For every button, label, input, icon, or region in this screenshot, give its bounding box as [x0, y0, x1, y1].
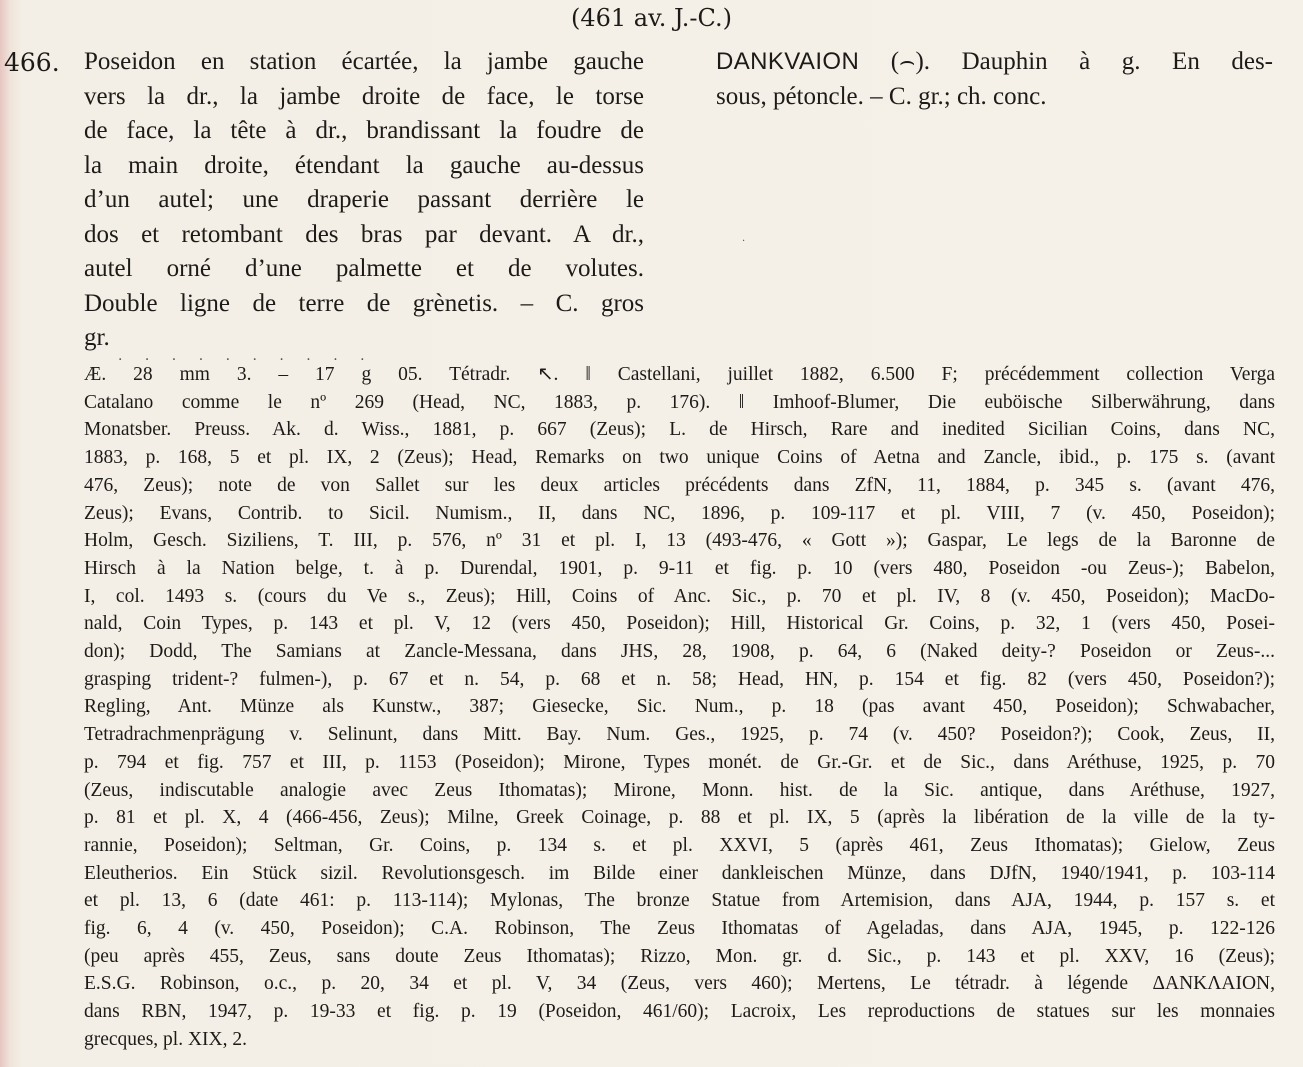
obverse-line: vers la dr., la jambe droite de face, le torse	[84, 82, 644, 110]
reverse-line-2: sous, pétoncle. – C. gr.; ch. conc.	[716, 82, 1047, 110]
bibliography-line: Tetradrachmenprägung v. Selinunt, dans Mitt. Bay. Num. Ges., 1925, p. 74 (v. 450? Poseidon?); Cook, Zeus, II,	[84, 724, 1275, 746]
running-header-date: (461 av. J.-C.)	[570, 4, 733, 32]
bibliography-line: Catalano comme le nº 269 (Head, NC, 1883, p. 176). ‖ Imhoof-Blumer, Die euböische Silberwährung, dans	[84, 391, 1275, 413]
reverse-line-1	[716, 45, 1273, 80]
obverse-line: de face, la tête à dr., brandissant la foudre de	[84, 117, 644, 144]
bibliography-line: Zeus); Evans, Contrib. to Sicil. Numism., II, dans NC, 1896, p. 109-117 et pl. VIII, 7 (v. 450, Poseidon);	[84, 502, 1275, 524]
obverse-line: dos et retombant des bras par devant. A dr.,	[84, 220, 644, 248]
obverse-line: Double ligne de terre de grènetis. – C. gros	[84, 289, 644, 317]
obverse-line: d’un autel; une draperie passant derrière le	[84, 186, 644, 213]
bibliography-line: p. 794 et fig. 757 et III, p. 1153 (Poseidon); Mirone, Types monét. de Gr.-Gr. et de Sic., dans Aréthuse, 1925, p. 70	[84, 751, 1275, 773]
bibliography-line: Monatsber. Preuss. Ak. d. Wiss., 1881, p. 667 (Zeus); L. de Hirsch, Rare and inedited Sicilian Coins, dans NC,	[84, 419, 1275, 441]
bibliography-line: (Zeus, indiscutable analogie avec Zeus Ithomatas); Mirone, Monn. hist. de la Sic. antique, dans Aréthuse, 1927,	[84, 779, 1275, 801]
bibliography-line: grecques, pl. XIX, 2.	[84, 1028, 247, 1050]
bibliography-line: 476, Zeus); note de von Sallet sur les deux articles précédents dans ZfN, 11, 1884, p. 345 s. (avant 476,	[84, 474, 1275, 496]
bibliography-line: et pl. 13, 6 (date 461: p. 113-114); Mylonas, The bronze Statue from Artemision, dans AJA, 1944, p. 157 s. et	[84, 890, 1275, 912]
obverse-line: autel orné d’une palmette et de volutes.	[84, 255, 644, 282]
obverse-line: la main droite, étendant la gauche au-dessus	[84, 151, 644, 179]
bibliography-line: I, col. 1493 s. (cours du Ve s., Zeus); Hill, Coins of Anc. Sic., p. 70 et pl. IV, 8 (v. 450, Poseidon); MacDo-	[84, 585, 1275, 607]
reverse-line-1-rest: (⌢). Dauphin à g. En des-	[859, 48, 1273, 75]
obverse-line: Poseidon en station écartée, la jambe gauche	[84, 48, 644, 75]
bibliography-line: grasping trident-? fulmen-), p. 67 et n. 54, p. 68 et n. 58; Head, HN, p. 154 et fig. 82 (vers 450, Poseidon?);	[84, 668, 1275, 690]
entry-number: 466.	[4, 48, 60, 77]
bibliography-line: p. 81 et pl. X, 4 (466-456, Zeus); Milne, Greek Coinage, p. 88 et pl. IX, 5 (après la libération de la ville de la ty-	[84, 807, 1275, 829]
bibliography-line: Hirsch à la Nation belge, t. à p. Durendal, 1901, p. 9-11 et fig. p. 10 (vers 480, Poseidon -ou Zeus-); Babelon,	[84, 557, 1275, 579]
bibliography	[84, 361, 1275, 1054]
bibliography-line: dans RBN, 1947, p. 19-33 et fig. p. 19 (Poseidon, 461/60); Lacroix, Les reproductions de statues sur les monnaies	[84, 1001, 1275, 1023]
bibliography-line: Eleutherios. Ein Stück sizil. Revolutionsgesch. im Bilde einer dankleischen Münze, dans DJfN, 1940/1941, p. 103-114	[84, 862, 1275, 884]
scan-speck: ·	[742, 236, 746, 247]
scan-specks: · · · · · · · · · ·	[118, 352, 374, 368]
bibliography-line: nald, Coin Types, p. 143 et pl. V, 12 (vers 450, Poseidon); Hill, Historical Gr. Coins, p. 32, 1 (vers 450, Posei-	[84, 613, 1275, 635]
bibliography-line: Holm, Gesch. Siziliens, T. III, p. 576, nº 31 et pl. I, 13 (493-476, « Gott »); Gaspar, Le legs de la Baronne de	[84, 530, 1275, 552]
reverse-description	[716, 45, 1273, 114]
bibliography-line: rannie, Poseidon); Seltman, Gr. Coins, p. 134 s. et pl. XXVI, 5 (après 461, Zeus Ithomatas); Gielow, Zeus	[84, 834, 1275, 856]
coin-legend: DANKVAION	[716, 48, 860, 75]
bibliography-line: Æ. 28 mm 3. – 17 g 05. Tétradr. ↖. ‖ Castellani, juillet 1882, 6.500 F; précédemment collection Verga	[84, 364, 1275, 385]
bibliography-line: fig. 6, 4 (v. 450, Poseidon); C.A. Robinson, The Zeus Ithomatas of Ageladas, dans AJA, 1945, p. 122-126	[84, 918, 1275, 940]
bibliography-line: E.S.G. Robinson, o.c., p. 20, 34 et pl. V, 34 (Zeus, vers 460); Mertens, Le tétradr. à légende ΔΑΝΚΛΑΙΟΝ,	[84, 973, 1275, 995]
bibliography-line: (peu après 455, Zeus, sans doute Zeus Ithomatas); Rizzo, Mon. gr. d. Sic., p. 143 et pl. XXV, 16 (Zeus);	[84, 945, 1275, 967]
bibliography-line: Regling, Ant. Münze als Kunstw., 387; Giesecke, Sic. Num., p. 18 (pas avant 450, Poseidon); Schwabacher,	[84, 696, 1275, 718]
obverse-description	[84, 45, 644, 356]
obverse-line: gr.	[84, 324, 110, 351]
bibliography-line: don); Dodd, The Samians at Zancle-Messana, dans JHS, 28, 1908, p. 64, 6 (Naked deity-? Poseidon or Zeus-...	[84, 641, 1275, 663]
bibliography-line: 1883, p. 168, 5 et pl. IX, 2 (Zeus); Head, Remarks on two unique Coins of Aetna and Zancle, ibid., p. 175 s. (avant	[84, 447, 1275, 469]
